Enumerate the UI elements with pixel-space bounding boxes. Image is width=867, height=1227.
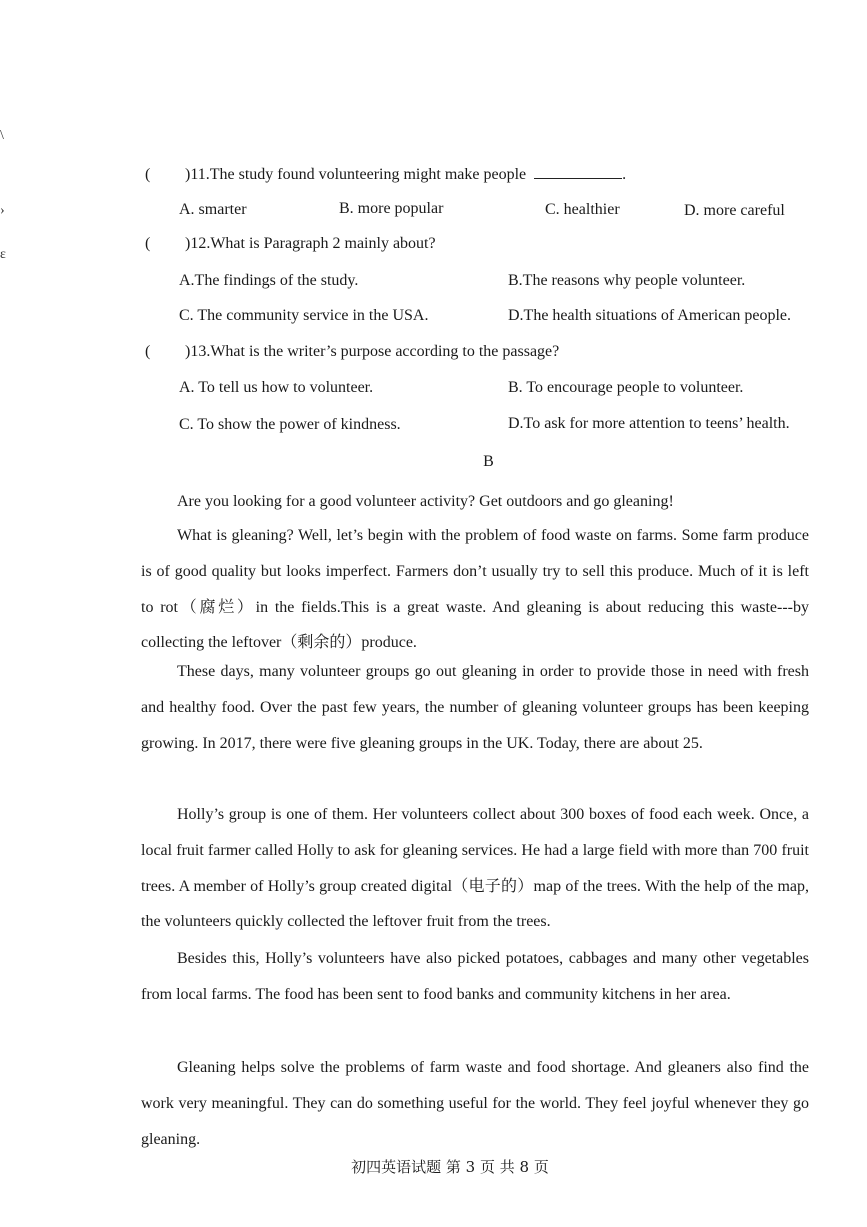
option-a: A. smarter <box>179 201 247 218</box>
option-b: B.The reasons why people volunteer. <box>508 272 746 289</box>
option-a: A. To tell us how to volunteer. <box>179 379 374 396</box>
question-12 <box>145 235 436 253</box>
answer-paren: ( <box>145 343 151 360</box>
passage-paragraph: Holly’s group is one of them. Her volunteers collect about 300 boxes of food each week. Once, a local fruit farmer called Holly to ask for gleaning services. He had a large field with more than 700 fruit trees. A member of Holly’s group created digital（电子的）map of the trees. With the help of the map, the volunteers quickly collected the leftover fruit from the trees. <box>141 806 809 931</box>
question-stem: )13.What is the writer’s purpose according to the passage? <box>185 343 560 360</box>
option-b: B. To encourage people to volunteer. <box>508 379 744 396</box>
margin-mark: \ <box>0 128 4 143</box>
question-stem: )11.The study found volunteering might make people <box>185 166 527 183</box>
option-d: D. more careful <box>684 202 785 219</box>
option-c: C. The community service in the USA. <box>179 307 429 324</box>
option-d: D.To ask for more attention to teens’ health. <box>508 415 790 432</box>
passage-intro: Are you looking for a good volunteer activity? Get outdoors and go gleaning! <box>177 493 674 510</box>
option-c: C. To show the power of kindness. <box>179 416 401 433</box>
margin-mark: ε <box>0 247 6 262</box>
question-11 <box>145 164 626 184</box>
option-d: D.The health situations of American people. <box>508 307 792 324</box>
page-footer: 初四英语试题 第 3 页 共 8 页 <box>351 1158 549 1176</box>
question-stem: )12.What is Paragraph 2 mainly about? <box>185 235 436 252</box>
question-13 <box>145 343 559 361</box>
section-title: B <box>483 453 494 470</box>
passage-paragraph: Gleaning helps solve the problems of farm waste and food shortage. And gleaners also find the work very meaningful. They can do something useful for the world. They feel joyful whenever they go gleaning. <box>141 1059 809 1148</box>
margin-mark: › <box>0 203 5 218</box>
question-tail: . <box>622 166 627 183</box>
option-c: C. healthier <box>545 201 620 218</box>
option-a: A.The findings of the study. <box>179 272 359 289</box>
answer-paren: ( <box>145 235 151 252</box>
option-b: B. more popular <box>339 200 444 217</box>
passage-paragraph: What is gleaning? Well, let’s begin with the problem of food waste on farms. Some farm produce is of good quality but looks imperfect. Farmers don’t usually try to sell this produce. Much of it is left to rot（腐烂）in the fields.This is a great waste. And gleaning is about reducing this waste---by collecting the leftover（剩余的）produce. <box>141 527 809 652</box>
answer-blank <box>534 164 622 179</box>
passage-paragraph: Besides this, Holly’s volunteers have also picked potatoes, cabbages and many other vegetables from local farms. The food has been sent to food banks and community kitchens in her area. <box>141 950 809 1003</box>
answer-paren: ( <box>145 166 151 183</box>
passage-paragraph: These days, many volunteer groups go out gleaning in order to provide those in need with fresh and healthy food. Over the past few years, the number of gleaning volunteer groups has been keeping growing. In 2017, there were five gleaning groups in the UK. Today, there are about 25. <box>141 663 809 752</box>
